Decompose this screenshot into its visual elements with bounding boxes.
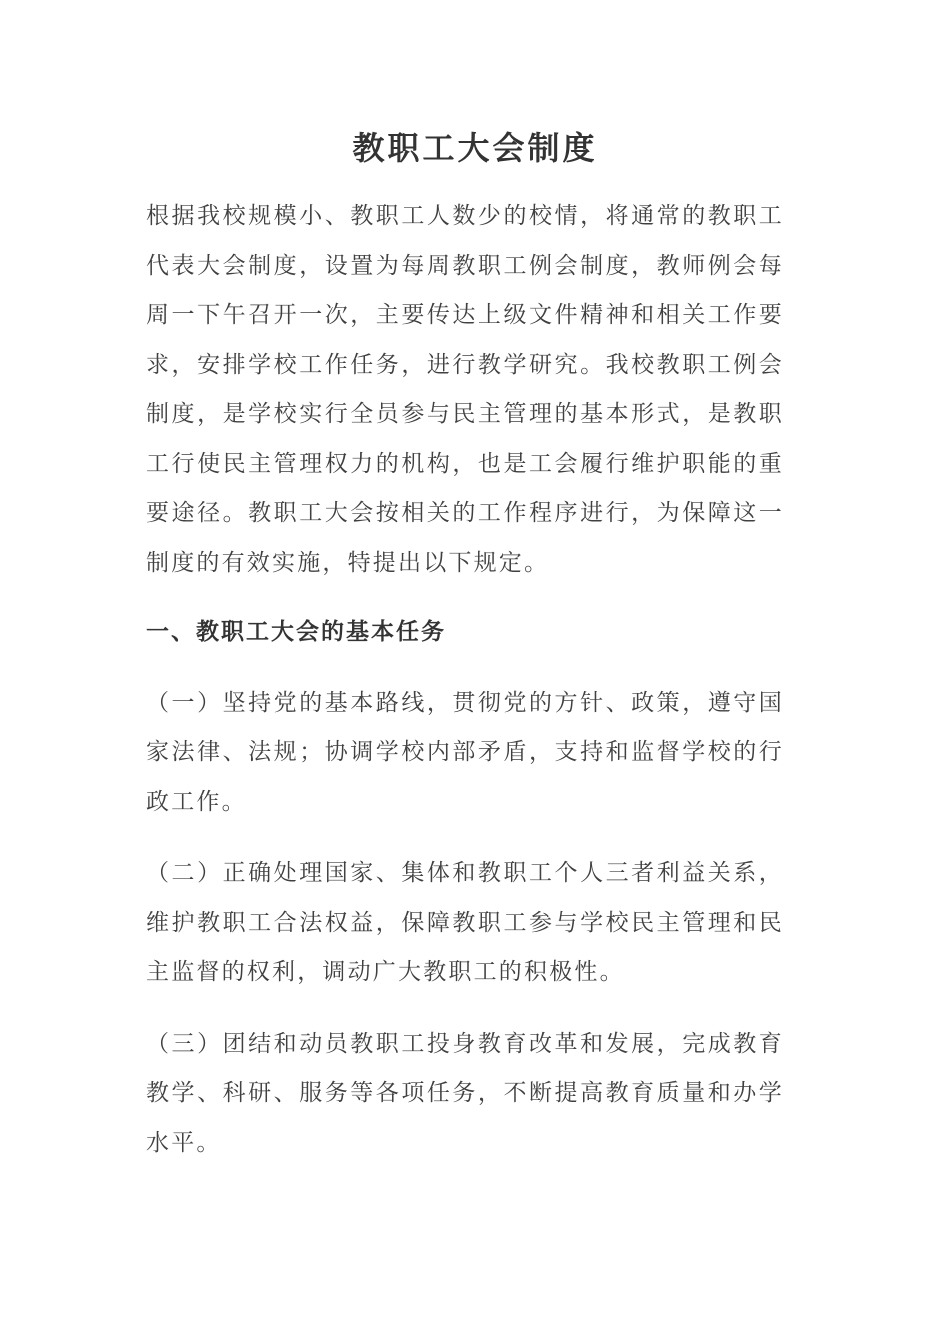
section-item-3: （三）团结和动员教职工投身教育改革和发展，完成教育教学、科研、服务等各项任务，不断提高教育质量和办学水平。: [146, 1030, 784, 1156]
section-item-2: （二）正确处理国家、集体和教职工个人三者利益关系，维护教职工合法权益，保障教职工参与学校民主管理和民主监督的权利，调动广大教职工的积极性。: [146, 860, 784, 985]
section-item-1: （一）坚持党的基本路线，贯彻党的方针、政策，遵守国家法律、法规；协调学校内部矛盾，支持和监督学校的行政工作。: [146, 689, 784, 815]
document-title: 教职工大会制度: [352, 129, 598, 167]
section-heading: 一、教职工大会的基本任务: [146, 618, 446, 645]
document-body: [146, 192, 784, 1190]
intro-paragraph: 根据我校规模小、教职工人数少的校情，将通常的教职工代表大会制度，设置为每周教职工例会制度，教师例会每周一下午召开一次，主要传达上级文件精神和相关工作要求，安排学校工作任务，进行教学研究。我校教职工例会制度，是学校实行全员参与民主管理的基本形式，是教职工行使民主管理权力的机构，也是工会履行维护职能的重要途径。教职工大会按相关的工作程序进行，为保障这一制度的有效实施，特提出以下规定。: [146, 203, 784, 576]
